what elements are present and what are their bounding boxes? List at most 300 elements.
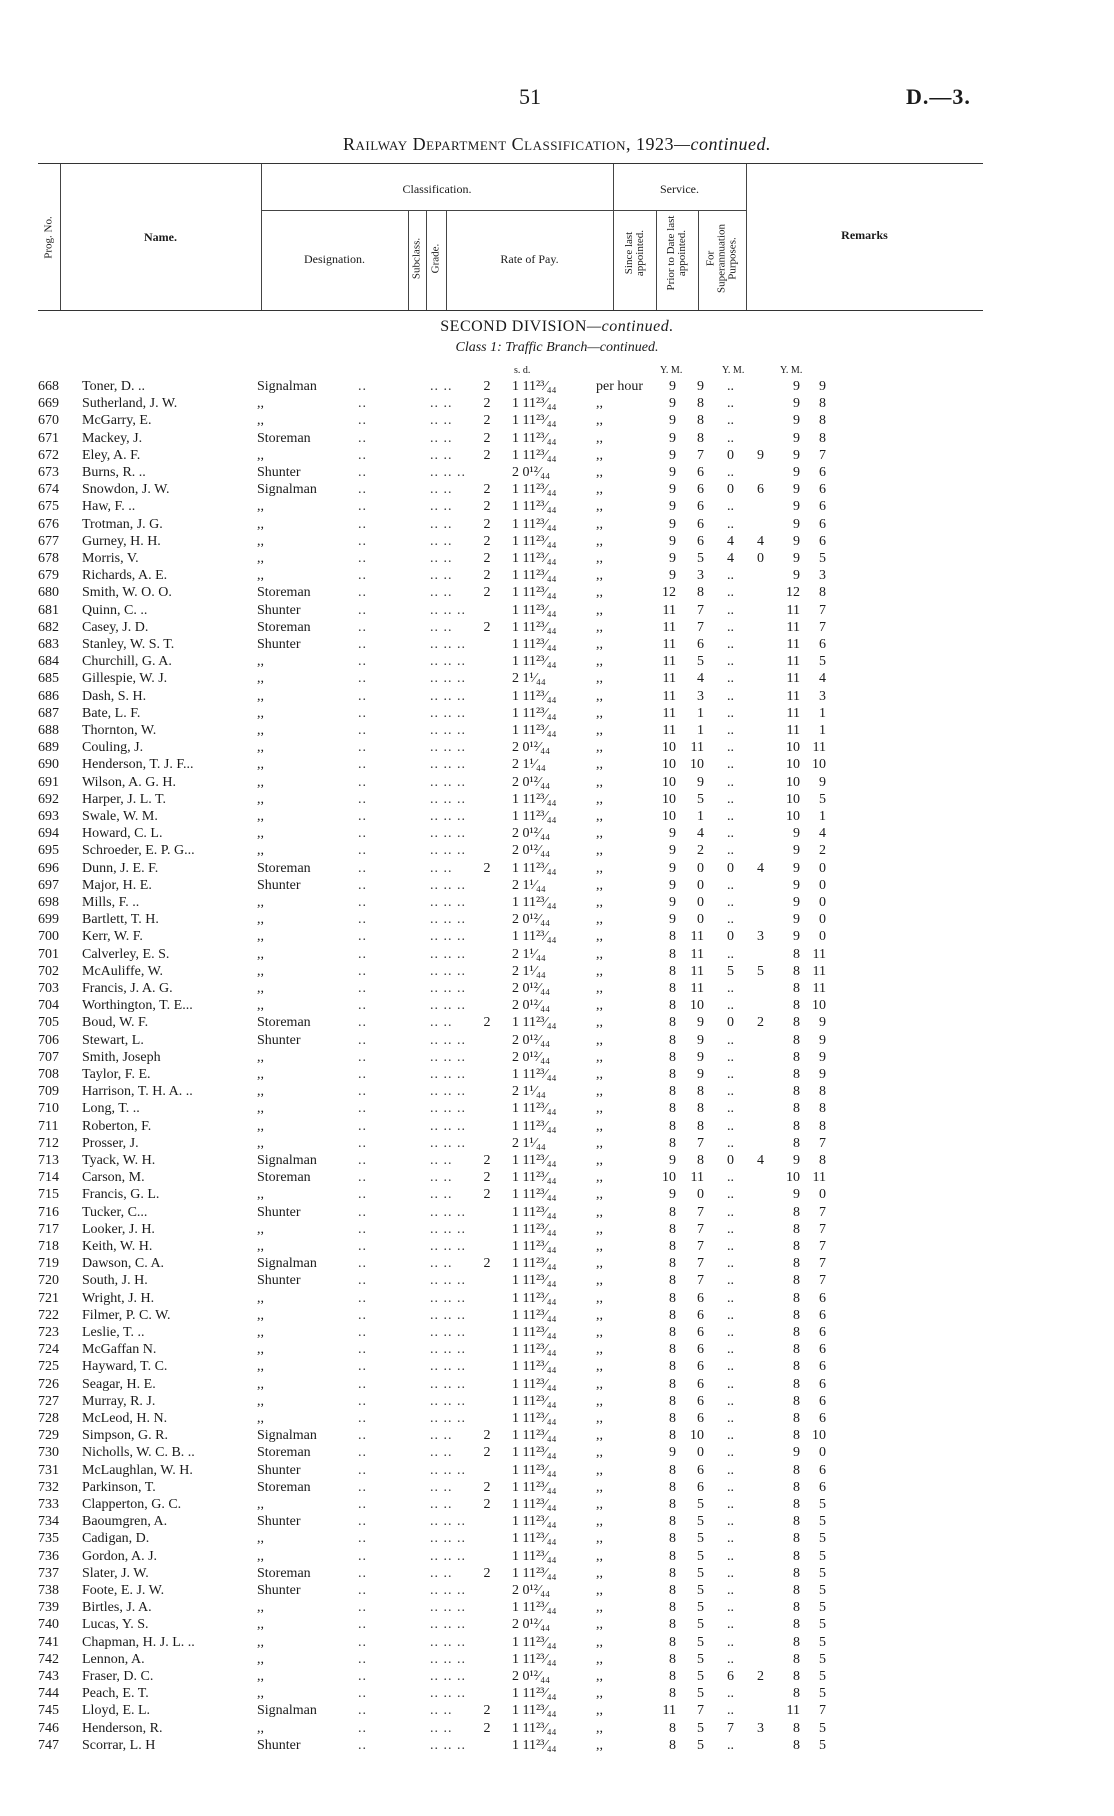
pay-unit: ,, xyxy=(596,1411,603,1426)
prior-years: .. xyxy=(727,1462,734,1478)
super-months: 6 xyxy=(819,1462,826,1478)
employee-name: Mills, F. .. xyxy=(82,895,140,910)
leader-dots: .. xyxy=(358,1737,367,1753)
super-months: 8 xyxy=(819,1084,826,1100)
prog-no: 729 xyxy=(38,1428,59,1444)
leader-dots: .. xyxy=(358,809,367,824)
title-main: Railway Department Classification, 1923 xyxy=(343,134,674,154)
prior-years: .. xyxy=(727,946,734,962)
employee-name: Boud, W. F. xyxy=(82,1015,149,1031)
designation: ,, xyxy=(257,1135,264,1151)
rate-of-pay: 1 11²³⁄₄₄ xyxy=(512,1290,557,1306)
table-row xyxy=(0,550,1114,567)
pay-unit: ,, xyxy=(596,705,603,721)
super-months: 8 xyxy=(819,413,826,429)
table-row xyxy=(0,1083,1114,1100)
prior-years: .. xyxy=(727,740,734,756)
leader-dots: .. xyxy=(358,981,367,996)
table-row xyxy=(0,791,1114,808)
leader-dots: .. .. .. xyxy=(430,1600,466,1616)
designation: Shunter xyxy=(257,1583,301,1598)
employee-name: McGarry, E. xyxy=(82,413,152,429)
leader-dots: .. xyxy=(358,860,367,876)
employee-name: Kerr, W. F. xyxy=(82,929,143,945)
super-months: 1 xyxy=(819,723,826,738)
super-months: 5 xyxy=(819,1720,826,1736)
table-row xyxy=(0,602,1114,619)
leader-dots: .. xyxy=(358,1686,367,1702)
header-subclass: Subclass. xyxy=(410,237,423,280)
leader-dots: .. xyxy=(358,1600,367,1616)
prior-years: .. xyxy=(727,671,734,687)
service-months: 5 xyxy=(697,1548,704,1564)
rate-of-pay: 2 0¹²⁄₄₄ xyxy=(512,1617,550,1633)
prog-no: 726 xyxy=(38,1376,59,1392)
prior-years: .. xyxy=(727,637,734,652)
prior-years: 5 xyxy=(727,963,734,979)
table-row xyxy=(0,1238,1114,1255)
designation: ,, xyxy=(257,671,264,687)
leader-dots: .. .. xyxy=(430,379,453,394)
designation: ,, xyxy=(257,654,264,670)
header-designation: Designation. xyxy=(304,252,365,266)
leader-dots: .. xyxy=(358,568,367,584)
leader-dots: .. xyxy=(358,705,367,721)
super-years: 12 xyxy=(786,585,800,601)
prior-years: .. xyxy=(727,654,734,670)
employee-name: Worthington, T. E... xyxy=(82,998,193,1014)
prog-no: 720 xyxy=(38,1273,59,1289)
prior-years: 0 xyxy=(727,929,734,945)
designation: ,, xyxy=(257,1600,264,1616)
prog-no: 706 xyxy=(38,1032,59,1048)
table-row xyxy=(0,670,1114,687)
service-months: 7 xyxy=(697,1256,704,1272)
rate-of-pay: 1 11²³⁄₄₄ xyxy=(512,929,557,945)
service-months: 5 xyxy=(697,1497,704,1512)
super-years: 8 xyxy=(793,1548,800,1564)
service-years: 8 xyxy=(669,1342,676,1358)
super-years: 11 xyxy=(786,723,800,738)
table-row xyxy=(0,1427,1114,1444)
prior-years: 6 xyxy=(727,1669,734,1684)
rate-of-pay: 2 0¹²⁄₄₄ xyxy=(512,774,550,790)
prior-years: 0 xyxy=(727,1153,734,1168)
prior-years: .. xyxy=(727,1497,734,1512)
service-months: 7 xyxy=(697,1204,704,1220)
table-row xyxy=(0,1324,1114,1341)
table-row xyxy=(0,1100,1114,1117)
employee-name: Francis, J. A. G. xyxy=(82,981,173,996)
service-years: 9 xyxy=(669,1445,676,1461)
designation: Shunter xyxy=(257,1204,301,1220)
prog-no: 684 xyxy=(38,654,59,670)
employee-name: Foote, E. J. W. xyxy=(82,1583,165,1598)
super-years: 8 xyxy=(793,1273,800,1289)
service-months: 5 xyxy=(697,1531,704,1547)
super-years: 11 xyxy=(786,602,800,618)
prior-years: .. xyxy=(727,1548,734,1564)
super-months: 5 xyxy=(819,1617,826,1633)
rate-of-pay: 1 11²³⁄₄₄ xyxy=(512,1600,557,1616)
table-row xyxy=(0,1685,1114,1702)
prior-years: .. xyxy=(727,809,734,824)
super-years: 8 xyxy=(793,1342,800,1358)
leader-dots: .. .. .. xyxy=(430,465,466,480)
pay-unit: ,, xyxy=(596,963,603,979)
employee-name: Peach, E. T. xyxy=(82,1686,149,1702)
leader-dots: .. .. .. xyxy=(430,826,466,842)
super-months: 5 xyxy=(819,1686,826,1702)
pay-unit: ,, xyxy=(596,740,603,756)
service-months: 5 xyxy=(697,654,704,670)
prior-years: .. xyxy=(727,1514,734,1530)
pay-unit: ,, xyxy=(596,809,603,824)
leader-dots: .. xyxy=(358,688,367,704)
designation: ,, xyxy=(257,1049,264,1065)
leader-dots: .. xyxy=(358,1342,367,1358)
prior-years: .. xyxy=(727,1273,734,1289)
super-months: 0 xyxy=(819,1187,826,1203)
designation: ,, xyxy=(257,688,264,704)
rate-of-pay: 1 11²³⁄₄₄ xyxy=(512,1170,557,1186)
prog-no: 693 xyxy=(38,809,59,824)
pay-unit: ,, xyxy=(596,860,603,876)
leader-dots: .. xyxy=(358,516,367,532)
leader-dots: .. .. xyxy=(430,516,453,532)
rate-of-pay: 1 11²³⁄₄₄ xyxy=(512,551,557,566)
service-years: 11 xyxy=(662,619,676,635)
rate-of-pay: 1 11²³⁄₄₄ xyxy=(512,1118,557,1134)
grade: 2 xyxy=(483,860,491,876)
table-row xyxy=(0,1014,1114,1031)
pay-unit: ,, xyxy=(596,774,603,790)
employee-name: Eley, A. F. xyxy=(82,447,141,463)
prior-years: .. xyxy=(727,774,734,790)
designation: Signalman xyxy=(257,379,317,394)
prog-no: 737 xyxy=(38,1565,59,1581)
super-months: 5 xyxy=(819,1669,826,1684)
prior-years: 4 xyxy=(727,533,734,549)
leader-dots: .. xyxy=(358,1204,367,1220)
leader-dots: .. xyxy=(358,826,367,842)
prog-no: 746 xyxy=(38,1720,59,1736)
super-months: 6 xyxy=(819,1307,826,1323)
pay-unit: ,, xyxy=(596,1290,603,1306)
grade: 2 xyxy=(483,533,491,549)
prog-no: 707 xyxy=(38,1049,59,1065)
service-years: 11 xyxy=(662,637,676,652)
grade: 2 xyxy=(483,619,491,635)
prog-no: 742 xyxy=(38,1651,59,1667)
grade: 2 xyxy=(483,1187,491,1203)
rate-of-pay: 2 0¹²⁄₄₄ xyxy=(512,843,550,859)
rate-of-pay: 1 11²³⁄₄₄ xyxy=(512,516,557,532)
service-months: 6 xyxy=(697,637,704,652)
pay-unit: ,, xyxy=(596,671,603,687)
prior-years: .. xyxy=(727,1428,734,1444)
grade: 2 xyxy=(483,482,491,498)
rate-of-pay: 2 0¹²⁄₄₄ xyxy=(512,998,550,1014)
rate-of-pay: 1 11²³⁄₄₄ xyxy=(512,1720,557,1736)
leader-dots: .. .. xyxy=(430,430,453,446)
employee-name: Haw, F. .. xyxy=(82,499,136,515)
super-months: 8 xyxy=(819,430,826,446)
prog-no: 732 xyxy=(38,1479,59,1495)
employee-name: Swale, W. M. xyxy=(82,809,158,824)
prog-no: 731 xyxy=(38,1462,59,1478)
leader-dots: .. .. .. xyxy=(430,981,466,996)
leader-dots: .. xyxy=(358,499,367,515)
designation: ,, xyxy=(257,757,264,773)
leader-dots: .. xyxy=(358,1720,367,1736)
employee-name: Gordon, A. J. xyxy=(82,1548,158,1564)
grade: 2 xyxy=(483,516,491,532)
pay-unit: ,, xyxy=(596,1067,603,1082)
prior-years: .. xyxy=(727,1170,734,1186)
prior-years: .. xyxy=(727,981,734,996)
service-months: 1 xyxy=(697,809,704,824)
service-years: 9 xyxy=(669,379,676,394)
service-years: 8 xyxy=(669,1135,676,1151)
rate-of-pay: 2 1¹⁄₄₄ xyxy=(512,671,546,687)
super-years: 8 xyxy=(793,1032,800,1048)
leader-dots: .. xyxy=(358,465,367,480)
designation: ,, xyxy=(257,413,264,429)
service-years: 8 xyxy=(669,1411,676,1426)
employee-name: Murray, R. J. xyxy=(82,1393,156,1409)
pay-unit: ,, xyxy=(596,1015,603,1031)
super-years: 10 xyxy=(786,774,800,790)
prior-years: .. xyxy=(727,1325,734,1340)
prior-years: .. xyxy=(727,1617,734,1633)
pay-unit: ,, xyxy=(596,1273,603,1289)
leader-dots: .. .. .. xyxy=(430,1393,466,1409)
super-months: 11 xyxy=(812,740,826,756)
leader-dots: .. .. xyxy=(430,1015,453,1031)
rate-of-pay: 1 11²³⁄₄₄ xyxy=(512,791,557,807)
designation: Storeman xyxy=(257,1170,311,1186)
super-months: 2 xyxy=(819,843,826,859)
super-months: 5 xyxy=(819,1531,826,1547)
leader-dots: .. xyxy=(358,533,367,549)
header-for-super: For Superannuation Purposes. xyxy=(704,223,739,294)
pay-unit: ,, xyxy=(596,568,603,584)
service-years: 8 xyxy=(669,1617,676,1633)
designation: ,, xyxy=(257,499,264,515)
table-row xyxy=(0,1169,1114,1186)
service-months: 8 xyxy=(697,585,704,601)
prog-no: 745 xyxy=(38,1703,59,1719)
prior-years: .. xyxy=(727,757,734,773)
prog-no: 692 xyxy=(38,791,59,807)
super-months: 9 xyxy=(819,379,826,394)
leader-dots: .. .. .. xyxy=(430,1307,466,1323)
employee-name: Leslie, T. .. xyxy=(82,1325,145,1340)
service-months: 4 xyxy=(697,826,704,842)
table-row xyxy=(0,1462,1114,1479)
rate-of-pay: 2 1¹⁄₄₄ xyxy=(512,1135,546,1151)
leader-dots: .. .. .. xyxy=(430,1221,466,1237)
table-row xyxy=(0,1668,1114,1685)
service-months: 6 xyxy=(697,1325,704,1340)
service-years: 11 xyxy=(662,602,676,618)
super-months: 0 xyxy=(819,895,826,910)
super-years: 8 xyxy=(793,1737,800,1753)
super-months: 6 xyxy=(819,637,826,652)
super-years: 8 xyxy=(793,981,800,996)
employee-name: McAuliffe, W. xyxy=(82,963,164,979)
employee-name: Taylor, F. E. xyxy=(82,1067,151,1082)
rate-of-pay: 1 11²³⁄₄₄ xyxy=(512,860,557,876)
service-years: 8 xyxy=(669,1256,676,1272)
designation: ,, xyxy=(257,1101,264,1117)
designation: ,, xyxy=(257,1118,264,1134)
page-title xyxy=(0,134,1114,155)
pay-unit: ,, xyxy=(596,482,603,498)
employee-name: Wilson, A. G. H. xyxy=(82,774,176,790)
prog-no: 668 xyxy=(38,379,59,394)
table-row xyxy=(0,1358,1114,1375)
table-row xyxy=(0,412,1114,429)
prog-no: 676 xyxy=(38,516,59,532)
super-months: 9 xyxy=(819,1049,826,1065)
table-row xyxy=(0,1376,1114,1393)
service-months: 7 xyxy=(697,619,704,635)
super-years: 8 xyxy=(793,946,800,962)
table-row xyxy=(0,688,1114,705)
service-years: 8 xyxy=(669,963,676,979)
rate-of-pay: 1 11²³⁄₄₄ xyxy=(512,723,557,738)
super-months: 6 xyxy=(819,533,826,549)
service-months: 4 xyxy=(697,671,704,687)
rate-of-pay: 1 11²³⁄₄₄ xyxy=(512,1393,557,1409)
rate-of-pay: 2 1¹⁄₄₄ xyxy=(512,963,546,979)
table-row xyxy=(0,533,1114,550)
designation: ,, xyxy=(257,551,264,566)
leader-dots: .. .. .. xyxy=(430,757,466,773)
grade: 2 xyxy=(483,447,491,463)
rate-of-pay: 1 11²³⁄₄₄ xyxy=(512,447,557,463)
service-years: 8 xyxy=(669,1204,676,1220)
header-remarks: Remarks xyxy=(841,228,888,242)
leader-dots: .. xyxy=(358,1239,367,1254)
leader-dots: .. xyxy=(358,551,367,566)
division-suffix: —continued. xyxy=(586,318,674,335)
leader-dots: .. xyxy=(358,1187,367,1203)
prior-years: .. xyxy=(727,723,734,738)
pay-unit: ,, xyxy=(596,1032,603,1048)
employee-name: Dash, S. H. xyxy=(82,688,147,704)
prog-no: 687 xyxy=(38,705,59,721)
super-years: 9 xyxy=(793,447,800,463)
leader-dots: .. .. .. xyxy=(430,1325,466,1340)
table-row xyxy=(0,1599,1114,1616)
prog-no: 675 xyxy=(38,499,59,515)
table-row xyxy=(0,481,1114,498)
pay-unit: ,, xyxy=(596,1118,603,1134)
leader-dots: .. .. xyxy=(430,1703,453,1719)
employee-name: Lloyd, E. L. xyxy=(82,1703,151,1719)
leader-dots: .. xyxy=(358,1015,367,1031)
employee-name: Quinn, C. .. xyxy=(82,602,148,618)
rate-of-pay: 1 11²³⁄₄₄ xyxy=(512,1703,557,1719)
service-months: 11 xyxy=(690,981,704,996)
table-row xyxy=(0,1651,1114,1668)
pay-unit: ,, xyxy=(596,1548,603,1564)
super-months: 7 xyxy=(819,1239,826,1254)
super-years: 9 xyxy=(793,895,800,910)
designation: ,, xyxy=(257,981,264,996)
service-months: 2 xyxy=(697,843,704,859)
leader-dots: .. xyxy=(358,1135,367,1151)
grade: 2 xyxy=(483,1428,491,1444)
service-years: 9 xyxy=(669,568,676,584)
service-years: 9 xyxy=(669,895,676,910)
super-months: 9 xyxy=(819,774,826,790)
units-prior: Y. M. xyxy=(722,365,745,376)
table-row xyxy=(0,1204,1114,1221)
employee-name: Lennon, A. xyxy=(82,1651,145,1667)
table-row xyxy=(0,860,1114,877)
service-years: 9 xyxy=(669,396,676,412)
designation: ,, xyxy=(257,1669,264,1684)
rate-of-pay: 1 11²³⁄₄₄ xyxy=(512,1153,557,1168)
employee-name: Smith, W. O. O. xyxy=(82,585,172,601)
service-years: 9 xyxy=(669,447,676,463)
super-months: 0 xyxy=(819,1445,826,1461)
rate-of-pay: 2 0¹²⁄₄₄ xyxy=(512,465,550,480)
designation: Signalman xyxy=(257,1428,317,1444)
super-years: 8 xyxy=(793,963,800,979)
service-months: 6 xyxy=(697,1393,704,1409)
leader-dots: .. .. .. xyxy=(430,740,466,756)
prog-no: 680 xyxy=(38,585,59,601)
super-years: 9 xyxy=(793,912,800,928)
service-months: 9 xyxy=(697,1049,704,1065)
leader-dots: .. .. .. xyxy=(430,998,466,1014)
designation: Shunter xyxy=(257,637,301,652)
super-years: 9 xyxy=(793,533,800,549)
service-years: 8 xyxy=(669,1669,676,1684)
page-number: 51 xyxy=(519,84,541,109)
super-months: 6 xyxy=(819,1325,826,1340)
designation: ,, xyxy=(257,1342,264,1358)
super-years: 8 xyxy=(793,1118,800,1134)
designation: ,, xyxy=(257,912,264,928)
service-years: 10 xyxy=(662,740,676,756)
super-months: 5 xyxy=(819,1583,826,1598)
service-months: 1 xyxy=(697,705,704,721)
leader-dots: .. .. .. xyxy=(430,929,466,945)
rate-of-pay: 1 11²³⁄₄₄ xyxy=(512,379,557,394)
rate-of-pay: 1 11²³⁄₄₄ xyxy=(512,1067,557,1082)
rate-of-pay: 1 11²³⁄₄₄ xyxy=(512,1376,557,1392)
leader-dots: .. .. .. xyxy=(430,843,466,859)
super-months: 6 xyxy=(819,1359,826,1375)
service-years: 9 xyxy=(669,499,676,515)
designation: ,, xyxy=(257,826,264,842)
super-months: 7 xyxy=(819,619,826,635)
pay-unit: ,, xyxy=(596,946,603,962)
rate-of-pay: 1 11²³⁄₄₄ xyxy=(512,1634,557,1650)
super-months: 5 xyxy=(819,1565,826,1581)
service-months: 7 xyxy=(697,447,704,463)
prior-months: 6 xyxy=(757,482,764,498)
prog-no: 689 xyxy=(38,740,59,756)
service-years: 9 xyxy=(669,516,676,532)
leader-dots: .. xyxy=(358,929,367,945)
